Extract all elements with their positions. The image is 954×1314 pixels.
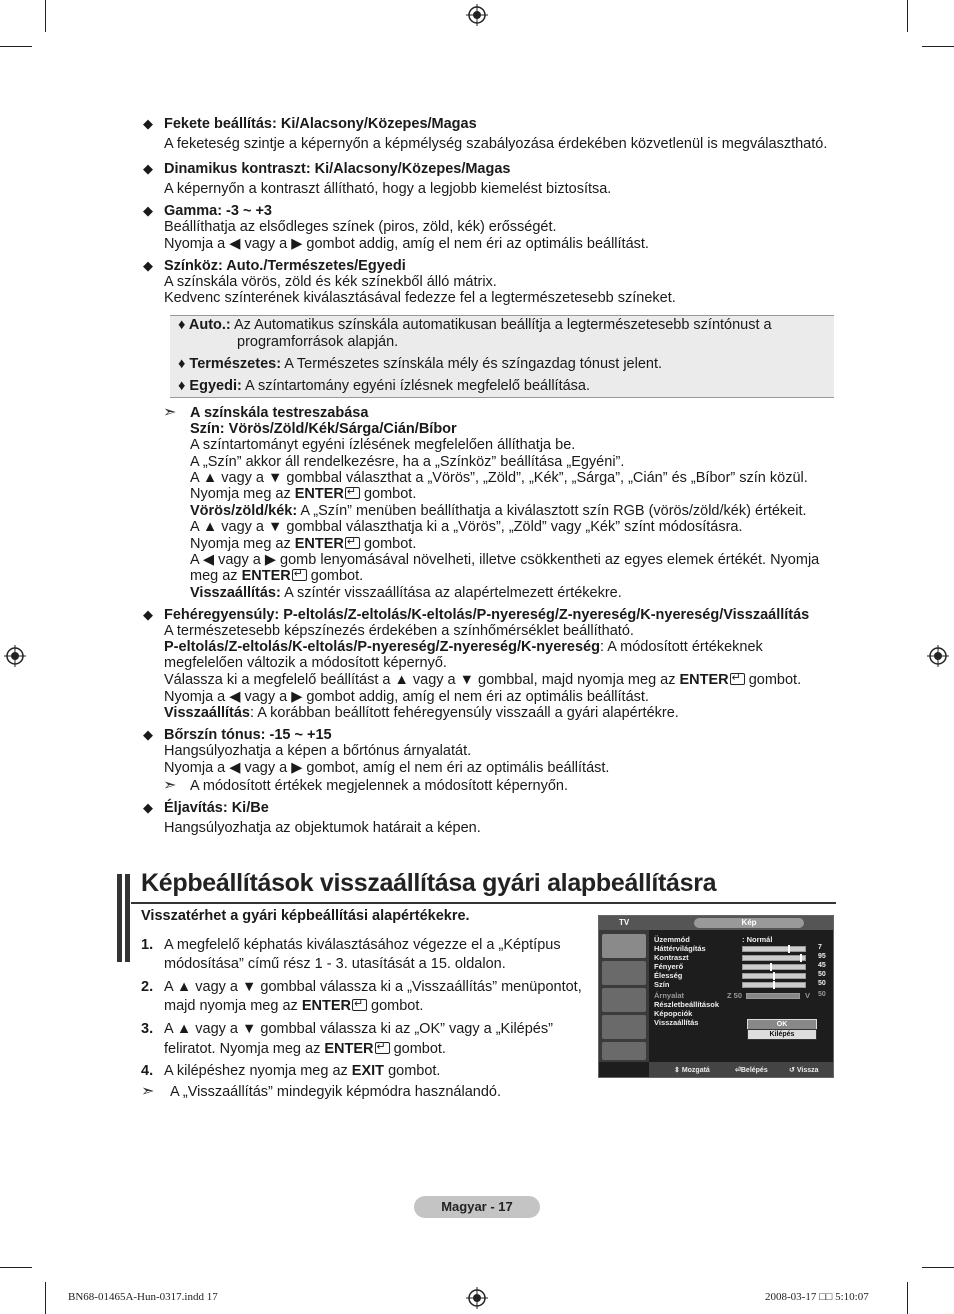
tv-footer-move	[674, 1066, 710, 1074]
page-number: Magyar - 17	[414, 1196, 540, 1218]
step-text: A megfelelő képhatás kiválasztásához végezze el a „Képtípus	[164, 937, 561, 953]
tv-menu-screenshot	[598, 915, 834, 1078]
diamond-bullet-icon: ◆	[143, 116, 153, 131]
tv-row-label: Szín	[654, 980, 670, 989]
text-part: Nyomja a	[164, 236, 226, 252]
note-text: A ▲ vagy a ▼ gombbal választhatja ki a „Vörös”, „Zöld” vagy „Kék” színt módosításra.	[190, 519, 743, 535]
tv-slider	[742, 973, 806, 979]
note-text: A ▲ vagy a ▼ gombbal választhat a „Vörös”, „Zöld”, „Kék”, „Sárga”, „Cián” és „Bíbor” szín közül.	[190, 470, 808, 486]
left-triangle-icon: ◀	[229, 760, 241, 776]
section-text	[164, 705, 679, 722]
section-text: A színskála vörös, zöld és kék színekből álló mátrix.	[164, 274, 497, 290]
option-egyedi	[178, 378, 590, 395]
section-text: Hangsúlyozhatja a képen a bőrtónus árnyalatát.	[164, 743, 472, 759]
text-part: Nyomja a	[164, 760, 226, 776]
tv-slider-knob	[773, 981, 775, 989]
tv-slider	[742, 946, 806, 952]
text-part: Nyomja a	[164, 689, 226, 705]
section-heading: Gamma: -3 ~ +3	[164, 203, 272, 219]
note-text	[190, 552, 819, 569]
option-label: ♦ Auto.:	[178, 317, 231, 333]
heading-bar	[117, 874, 122, 962]
step-number: 2.	[141, 979, 154, 995]
diamond-bullet-icon: ◆	[143, 161, 153, 176]
tv-menu-title: Kép	[694, 918, 804, 928]
section-heading: Bőrszín tónus: -15 ~ +15	[164, 727, 332, 743]
diamond-bullet-icon: ◆	[143, 800, 153, 815]
right-triangle-icon: ▶	[291, 760, 303, 776]
tv-row-value: 45	[818, 962, 826, 969]
section-text: Hangsúlyozhatja az objektumok határait a képen.	[164, 820, 481, 836]
footer-date: 2008-03-17 □□ 5:10:07	[765, 1291, 869, 1303]
footer-file: BN68-01465A-Hun-0317.indd 17	[68, 1291, 218, 1303]
text-part: A „Szín” menüben beállíthatja a kiválasztott szín RGB (vörös/zöld/kék) értékeit.	[300, 503, 807, 519]
note-text	[190, 486, 416, 503]
section-heading: Színköz: Auto./Természetes/Egyedi	[164, 258, 406, 274]
step-text: módosítása” című rész 1 - 3. utasítását a 15. oldalon.	[164, 956, 506, 972]
crop-mark	[907, 1282, 908, 1314]
text-part: Nyomja meg az	[190, 486, 291, 502]
enter-label: ENTER	[301, 998, 351, 1014]
note-subheading: Szín: Vörös/Zöld/Kék/Sárga/Cián/Bíbor	[190, 421, 457, 437]
section-text	[164, 760, 609, 777]
text-part: Visszaállítás:	[190, 585, 281, 601]
text-part: gombot.	[310, 568, 364, 584]
option-auto	[178, 317, 772, 334]
enter-label: ENTER	[679, 672, 729, 688]
enter-icon	[352, 999, 367, 1011]
tv-row-label: Z 50	[727, 991, 743, 1000]
text-part: A	[190, 552, 199, 568]
left-triangle-icon: ◀	[229, 236, 241, 252]
crop-mark	[922, 46, 954, 47]
text-part: Visszaállítás	[164, 705, 250, 721]
note-text	[190, 585, 622, 602]
tv-footer-back	[789, 1066, 819, 1074]
tv-row-label: V	[805, 991, 811, 1000]
section-heading: Fehéregyensúly: P-eltolás/Z-eltolás/K-eltolás/P-nyereség/Z-nyereség/K-nyereség/Visszaállítás	[164, 607, 810, 623]
text-part: gombot addig, amíg el nem éri az optimális beállítást.	[306, 689, 649, 705]
sound-icon	[602, 961, 646, 985]
tv-slider-knob	[773, 972, 775, 980]
section-text: Beállíthatja az elsődleges színek (piros, zöld, kék) erősségét.	[164, 219, 557, 235]
tv-footer-label: Mozgatá	[681, 1067, 710, 1074]
section-text: A képernyőn a kontraszt állítható, hogy a legjobb kiemelést biztosítsa.	[164, 181, 612, 197]
exit-label: EXIT	[351, 1063, 385, 1079]
step-text	[164, 998, 423, 1015]
text-part: gombot.	[748, 672, 802, 688]
note-text	[190, 568, 363, 585]
registration-mark-icon	[927, 645, 949, 667]
note-arrow-icon: ➣	[163, 777, 177, 794]
text-part: Nyomja meg az	[190, 536, 291, 552]
section-text	[164, 639, 763, 656]
text-part: majd nyomja meg az	[164, 998, 298, 1014]
note-arrow-icon: ➣	[163, 404, 177, 421]
crop-mark	[45, 0, 46, 32]
text-part: gomb lenyomásával növelheti, illetve csökkentheti az egyes elemek értékét. Nyomja	[280, 552, 820, 568]
text-part: gombot.	[371, 998, 424, 1014]
kilepes-option: Kilépés	[747, 1029, 817, 1040]
tv-footer-enter	[735, 1066, 768, 1074]
section-text: Kedvenc színterének kiválasztásával fedezze fel a legtermészetesebb színeket.	[164, 290, 676, 306]
left-triangle-icon: ◀	[202, 552, 215, 568]
registration-mark-icon	[4, 645, 26, 667]
tv-mode-label: Üzemmód	[654, 935, 690, 944]
step-text: A ▲ vagy a ▼ gombbal válassza ki a „Visszaállítás” menüpontot,	[164, 979, 582, 995]
text-part: : A módosított értékeknek	[599, 639, 763, 655]
text-part: vagy a	[244, 236, 288, 252]
step-text: A ▲ vagy a ▼ gombbal válassza ki az „OK” vagy a „Kilépés”	[164, 1021, 553, 1037]
tv-row-label: Képopciók	[654, 1009, 693, 1018]
enter-label: ENTER	[294, 486, 344, 502]
tv-mode-value: : Normál	[742, 935, 773, 944]
text-part: gombot.	[363, 486, 417, 502]
enter-icon: ⏎	[735, 1067, 741, 1074]
section-heading: Éljavítás: Ki/Be	[164, 800, 269, 816]
registration-mark-icon	[466, 1287, 488, 1309]
enter-icon	[345, 487, 360, 499]
enter-icon	[730, 673, 745, 685]
text-part: vagy a	[244, 760, 288, 776]
tv-row-value: 50	[818, 980, 826, 987]
tv-footer-label: Vissza	[796, 1067, 819, 1074]
tv-slider	[742, 982, 806, 988]
tv-row-label: Élesség	[654, 971, 683, 980]
note-text: A „Visszaállítás” mindegyik képmódra használandó.	[170, 1084, 501, 1100]
text-part: vagy a	[218, 552, 261, 568]
option-label: ♦ Egyedi:	[178, 378, 242, 394]
step-text	[164, 1041, 446, 1058]
right-triangle-icon: ▶	[291, 689, 303, 705]
text-part: Válassza ki a megfelelő beállítást a ▲ vagy a ▼ gombbal, majd nyomja meg az	[164, 672, 676, 688]
right-triangle-icon: ▶	[291, 236, 303, 252]
note-arrow-icon: ➣	[141, 1083, 155, 1100]
option-text: Az Automatikus színskála automatikusan beállítja a legtermészetesebb színtónust a	[234, 317, 772, 333]
diamond-bullet-icon: ◆	[143, 203, 153, 218]
tv-slider-knob	[788, 945, 790, 953]
tv-row-label: Részletbeállítások	[654, 1000, 720, 1009]
section-heading: Dinamikus kontraszt: Ki/Alacsony/Közepes/Magas	[164, 161, 511, 177]
page-title: Képbeállítások visszaállítása gyári alapbeállításra	[141, 869, 717, 897]
section-text	[164, 236, 649, 253]
step-number: 1.	[141, 937, 154, 953]
tv-slider	[742, 964, 806, 970]
setup-icon	[602, 1015, 646, 1039]
title-underline	[131, 902, 836, 904]
diamond-bullet-icon: ◆	[143, 258, 153, 273]
tv-row-label: Fényerő	[654, 962, 684, 971]
step-text	[164, 1063, 440, 1080]
enter-label: ENTER	[294, 536, 344, 552]
text-part: gombot.	[393, 1041, 446, 1057]
text-part: vagy a	[244, 689, 288, 705]
note-text: A módosított értékek megjelennek a módosított képernyőn.	[190, 778, 569, 794]
crop-mark	[0, 46, 32, 47]
note-text: A „Szín” akkor áll rendelkezésre, ha a „Színköz” beállítása „Egyéni”.	[190, 454, 625, 470]
text-part: A kilépéshez nyomja meg az	[164, 1063, 348, 1079]
diamond-bullet-icon: ◆	[143, 607, 153, 622]
option-text: A Természetes színskála mély és színgazdag tónust jelent.	[284, 356, 663, 372]
section-text	[164, 672, 801, 689]
enter-icon	[375, 1042, 390, 1054]
picture-icon	[602, 934, 646, 958]
section-text: megfelelően változik a módosított képernyő.	[164, 655, 447, 671]
left-triangle-icon: ◀	[229, 689, 241, 705]
heading-bar	[125, 874, 130, 962]
text-part: gombot addig, amíg el nem éri az optimális beállítást.	[306, 236, 649, 252]
tv-row-value: 95	[818, 953, 826, 960]
text-part: Vörös/zöld/kék:	[190, 503, 298, 519]
text-part: A színtér visszaállítása az alapértelmezett értékekre.	[284, 585, 622, 601]
option-label: ♦ Természetes:	[178, 356, 282, 372]
tv-slider	[742, 955, 806, 961]
note-text	[190, 536, 416, 553]
note-text	[190, 503, 807, 520]
input-icon	[602, 1042, 646, 1060]
tv-row-value: 50	[818, 971, 826, 978]
crop-mark	[907, 0, 908, 32]
step-number: 4.	[141, 1063, 154, 1079]
tv-row-value: 7	[818, 944, 822, 951]
return-icon: ↺	[789, 1067, 795, 1074]
tv-row-label: Visszaállítás	[654, 1018, 699, 1027]
tv-slider-knob	[800, 954, 802, 962]
updown-icon: ⇕	[674, 1067, 680, 1074]
text-part: : A korábban beállított fehéregyensúly visszaáll a gyári alapértékre.	[250, 705, 679, 721]
enter-icon	[292, 569, 307, 581]
text-part: gombot.	[363, 536, 417, 552]
diamond-bullet-icon: ◆	[143, 727, 153, 742]
step-number: 3.	[141, 1021, 154, 1037]
tv-footer-label: Belépés	[740, 1067, 768, 1074]
option-termeszetes	[178, 356, 662, 373]
tv-slider-knob	[770, 963, 772, 971]
enter-label: ENTER	[324, 1041, 374, 1057]
note-heading: A színskála testreszabása	[190, 405, 369, 421]
channel-icon	[602, 988, 646, 1012]
text-part: P-eltolás/Z-eltolás/K-eltolás/P-nyereség/Z-nyereség/K-nyereség	[164, 639, 600, 655]
text-part: gombot, amíg el nem éri az optimális beállítást.	[306, 760, 610, 776]
crop-mark	[922, 1267, 954, 1268]
text-part: feliratot. Nyomja meg az	[164, 1041, 321, 1057]
section-text: A feketeség szintje a képernyőn a képmélység szabályozása érdekében közvetlenül is megválasztható.	[164, 136, 828, 152]
tv-row-label: Árnyalat	[654, 991, 685, 1000]
tv-row-label: Háttérvilágítás	[654, 944, 706, 953]
option-text: programforrások alapján.	[237, 334, 399, 350]
text-part: gombot.	[388, 1063, 441, 1079]
tv-row-value: 50	[818, 991, 826, 998]
section-text: A természetesebb képszínezés érdekében a színhőmérséklet beállítható.	[164, 623, 634, 639]
enter-label: ENTER	[241, 568, 291, 584]
tv-label: TV	[619, 918, 630, 927]
subtitle: Visszatérhet a gyári képbeállítási alapértékekre.	[141, 908, 470, 924]
registration-mark-icon	[466, 4, 488, 26]
crop-mark	[45, 1282, 46, 1314]
crop-mark	[0, 1267, 32, 1268]
note-text: A színtartományt egyéni ízlésének megfelelően állíthatja be.	[190, 437, 576, 453]
section-heading: Fekete beállítás: Ki/Alacsony/Közepes/Magas	[164, 116, 477, 132]
option-text: A színtartomány egyéni ízlésnek megfelelő beállítása.	[245, 378, 591, 394]
text-part: meg az	[190, 568, 238, 584]
ok-option: OK	[747, 1019, 817, 1030]
tv-row-label: Kontraszt	[654, 953, 689, 962]
tv-slider	[746, 993, 800, 999]
section-text	[164, 689, 649, 706]
enter-icon	[345, 537, 360, 549]
right-triangle-icon: ▶	[264, 552, 277, 568]
